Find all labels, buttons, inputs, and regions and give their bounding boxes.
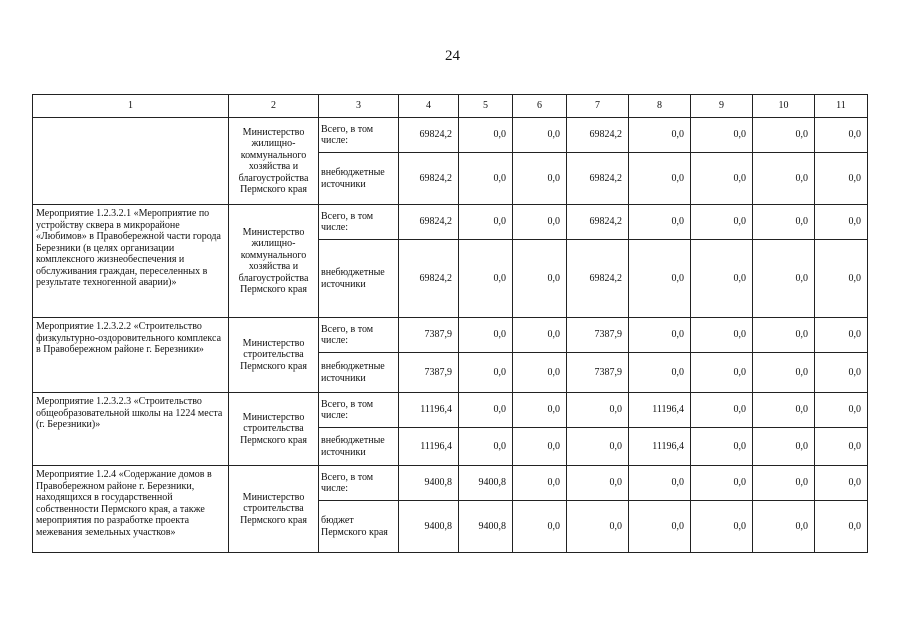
column-number: 5 — [459, 95, 513, 118]
value-cell: 7387,9 — [567, 353, 629, 393]
table-row — [33, 318, 868, 353]
value-cell: 11196,4 — [629, 428, 691, 466]
value-cell: 0,0 — [629, 118, 691, 153]
funding-source-cell: внебюджетные источники — [319, 353, 399, 393]
value-cell: 9400,8 — [399, 466, 459, 501]
table-row — [33, 205, 868, 240]
executor-cell: Министерство строительства Пермского края — [229, 466, 319, 553]
value-cell: 69824,2 — [399, 153, 459, 205]
value-cell: 0,0 — [691, 240, 753, 318]
column-number: 3 — [319, 95, 399, 118]
column-number: 1 — [33, 95, 229, 118]
funding-source-cell: Всего, в том числе: — [319, 318, 399, 353]
program-table — [32, 94, 868, 553]
funding-source-cell: Всего, в том числе: — [319, 393, 399, 428]
funding-source-cell: внебюджетные источники — [319, 240, 399, 318]
value-cell: 0,0 — [691, 153, 753, 205]
column-number: 8 — [629, 95, 691, 118]
value-cell: 69824,2 — [399, 118, 459, 153]
value-cell: 0,0 — [815, 353, 868, 393]
value-cell: 0,0 — [629, 318, 691, 353]
column-number: 9 — [691, 95, 753, 118]
value-cell: 0,0 — [629, 205, 691, 240]
value-cell: 0,0 — [513, 501, 567, 553]
column-number: 6 — [513, 95, 567, 118]
funding-source-cell: Всего, в том числе: — [319, 205, 399, 240]
value-cell: 0,0 — [567, 393, 629, 428]
executor-cell: Министерство строительства Пермского края — [229, 393, 319, 466]
funding-source-cell: внебюджетные источники — [319, 428, 399, 466]
value-cell: 7387,9 — [399, 353, 459, 393]
value-cell: 0,0 — [513, 353, 567, 393]
executor-cell: Министерство жилищно-коммунального хозяйства и благоустройства Пермского края — [229, 205, 319, 318]
value-cell: 0,0 — [513, 428, 567, 466]
funding-source-cell: внебюджетные источники — [319, 153, 399, 205]
value-cell: 0,0 — [691, 205, 753, 240]
value-cell: 0,0 — [629, 353, 691, 393]
table-row — [33, 393, 868, 428]
value-cell: 0,0 — [513, 466, 567, 501]
value-cell: 0,0 — [753, 501, 815, 553]
value-cell: 0,0 — [815, 501, 868, 553]
column-number: 2 — [229, 95, 319, 118]
column-number: 7 — [567, 95, 629, 118]
activity-description: Мероприятие 1.2.3.2.3 «Строительство общеобразовательной школы на 1224 места (г. Березники)» — [33, 393, 229, 466]
value-cell: 0,0 — [753, 205, 815, 240]
value-cell: 0,0 — [691, 118, 753, 153]
value-cell: 0,0 — [513, 153, 567, 205]
column-number-row — [33, 95, 868, 118]
value-cell: 69824,2 — [399, 205, 459, 240]
value-cell: 0,0 — [815, 240, 868, 318]
value-cell: 0,0 — [691, 501, 753, 553]
value-cell: 0,0 — [567, 466, 629, 501]
value-cell: 0,0 — [459, 318, 513, 353]
value-cell: 0,0 — [753, 153, 815, 205]
activity-description: Мероприятие 1.2.3.2.2 «Строительство физкультурно-оздоровительного комплекса в Правобережном районе г. Березники» — [33, 318, 229, 393]
value-cell: 0,0 — [459, 428, 513, 466]
activity-description: Мероприятие 1.2.3.2.1 «Мероприятие по устройству сквера в микрорайоне «Любимов» в Правобережной части города Березники (в целях организации комплексного жизнеобеспечения и обслуживания граждан, переселенных в результате техногенной аварии)» — [33, 205, 229, 318]
value-cell: 0,0 — [513, 205, 567, 240]
value-cell: 0,0 — [753, 318, 815, 353]
value-cell: 0,0 — [753, 240, 815, 318]
activity-description: Мероприятие 1.2.4 «Содержание домов в Правобережном районе г. Березники, находящихся в государственной собственности Пермского края, а также мероприятия по разработке проекта межевания земельных участков» — [33, 466, 229, 553]
value-cell: 69824,2 — [567, 240, 629, 318]
table-row — [33, 466, 868, 501]
funding-source-cell: Всего, в том числе: — [319, 118, 399, 153]
value-cell: 0,0 — [459, 118, 513, 153]
value-cell: 0,0 — [567, 428, 629, 466]
value-cell: 11196,4 — [399, 393, 459, 428]
value-cell: 0,0 — [753, 466, 815, 501]
value-cell: 0,0 — [815, 428, 868, 466]
column-number: 10 — [753, 95, 815, 118]
value-cell: 11196,4 — [629, 393, 691, 428]
value-cell: 0,0 — [513, 240, 567, 318]
value-cell: 0,0 — [513, 118, 567, 153]
value-cell: 0,0 — [753, 428, 815, 466]
value-cell: 11196,4 — [399, 428, 459, 466]
value-cell: 0,0 — [815, 205, 868, 240]
value-cell: 9400,8 — [459, 466, 513, 501]
executor-cell: Министерство строительства Пермского края — [229, 318, 319, 393]
funding-source-cell: Всего, в том числе: — [319, 466, 399, 501]
value-cell: 0,0 — [459, 393, 513, 428]
activity-description — [33, 118, 229, 205]
value-cell: 0,0 — [691, 353, 753, 393]
value-cell: 0,0 — [629, 501, 691, 553]
value-cell: 0,0 — [513, 318, 567, 353]
executor-cell: Министерство жилищно-коммунального хозяйства и благоустройства Пермского края — [229, 118, 319, 205]
value-cell: 69824,2 — [567, 205, 629, 240]
column-number: 4 — [399, 95, 459, 118]
value-cell: 0,0 — [629, 153, 691, 205]
value-cell: 0,0 — [629, 240, 691, 318]
value-cell: 0,0 — [753, 353, 815, 393]
value-cell: 69824,2 — [567, 153, 629, 205]
value-cell: 69824,2 — [567, 118, 629, 153]
value-cell: 0,0 — [459, 353, 513, 393]
value-cell: 0,0 — [513, 393, 567, 428]
value-cell: 0,0 — [815, 393, 868, 428]
value-cell: 0,0 — [753, 393, 815, 428]
value-cell: 0,0 — [567, 501, 629, 553]
column-number: 11 — [815, 95, 868, 118]
value-cell: 0,0 — [815, 466, 868, 501]
value-cell: 0,0 — [753, 118, 815, 153]
value-cell: 7387,9 — [567, 318, 629, 353]
value-cell: 9400,8 — [399, 501, 459, 553]
value-cell: 0,0 — [629, 466, 691, 501]
value-cell: 0,0 — [815, 118, 868, 153]
page-number: 24 — [445, 48, 460, 64]
table-row — [33, 118, 868, 153]
value-cell: 0,0 — [459, 240, 513, 318]
value-cell: 7387,9 — [399, 318, 459, 353]
value-cell: 0,0 — [459, 153, 513, 205]
value-cell: 69824,2 — [399, 240, 459, 318]
value-cell: 0,0 — [691, 318, 753, 353]
value-cell: 0,0 — [815, 153, 868, 205]
value-cell: 9400,8 — [459, 501, 513, 553]
funding-source-cell: бюджет Пермского края — [319, 501, 399, 553]
value-cell: 0,0 — [691, 393, 753, 428]
value-cell: 0,0 — [691, 466, 753, 501]
value-cell: 0,0 — [459, 205, 513, 240]
value-cell: 0,0 — [691, 428, 753, 466]
value-cell: 0,0 — [815, 318, 868, 353]
